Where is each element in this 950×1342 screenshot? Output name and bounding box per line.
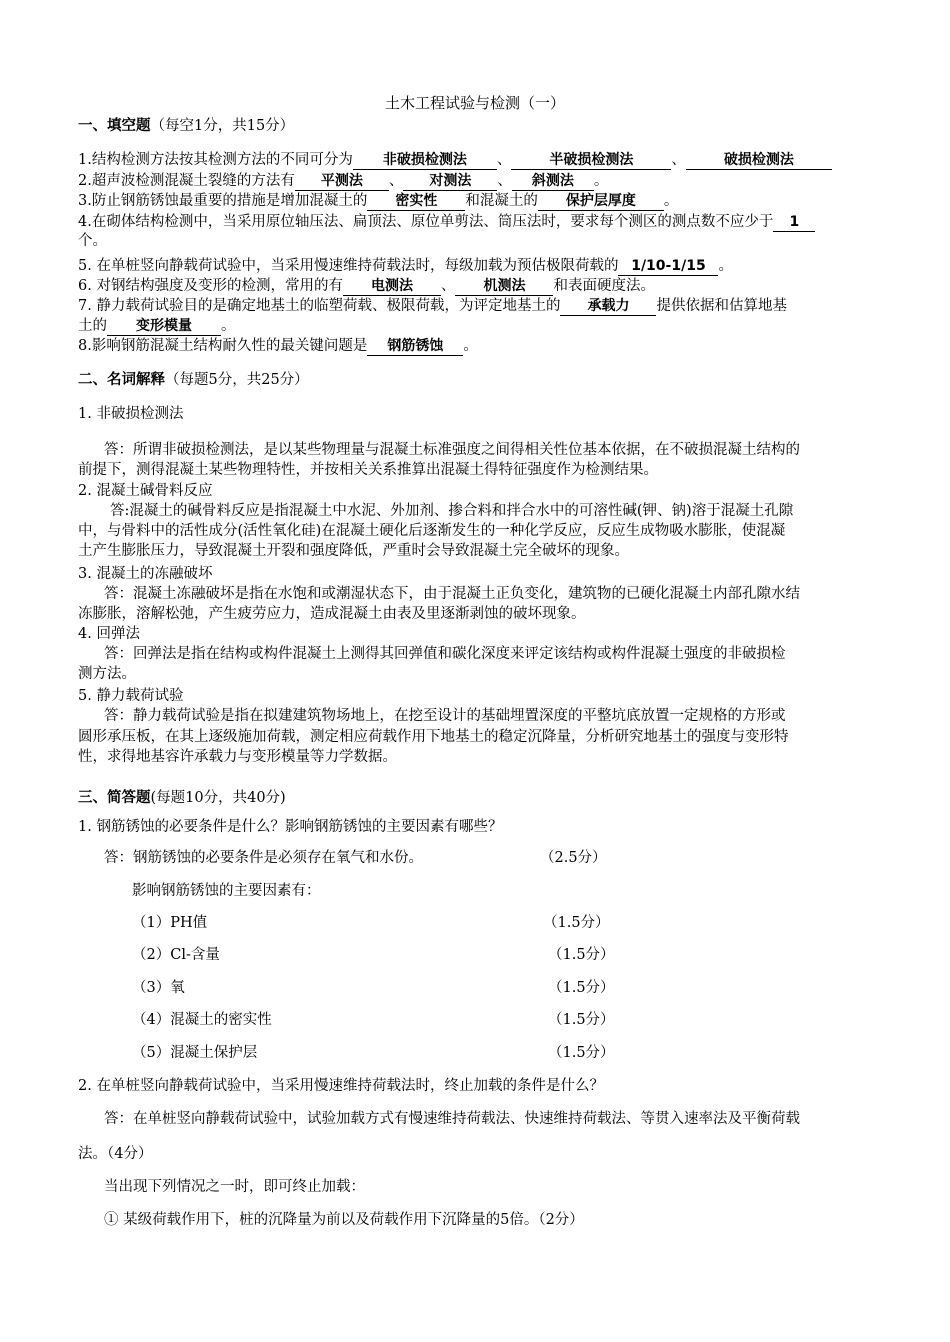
answer-blank: 电测法	[343, 277, 441, 296]
factors-intro: 影响钢筋锈蚀的主要因素有：	[132, 883, 321, 899]
question-text: 1.结构检测方法按其检测方法的不同可分为	[78, 152, 353, 168]
answer-blank: 斜测法	[512, 172, 594, 191]
section-heading-short	[78, 788, 286, 808]
question-text: 6. 对钢结构强度及变形的检测，常用的有	[78, 278, 343, 294]
term-2-answer: 答:混凝土的碱骨料反应是指混凝土中水泥、外加剂、掺合料和拌合水中的可溶性碱(钾、钠)溶于混凝土孔隙	[110, 503, 794, 519]
short-question-1: 1. 钢筋锈蚀的必要条件是什么？影响钢筋锈蚀的主要因素有哪些？	[78, 819, 503, 835]
separator: 、	[496, 152, 512, 168]
answer-blank: 对测法	[403, 172, 497, 191]
short-answer-2-cont: 当出现下列情况之一时，即可终止加载：	[104, 1179, 365, 1195]
section-points: （每题5分，共25分）	[165, 372, 309, 388]
question-text: 提供依据和估算地基	[656, 298, 787, 314]
fill-question-7	[78, 296, 787, 316]
punctuation: 。	[663, 193, 679, 209]
term-5-answer: 答：静力载荷试验是指在拟建建筑物场地上，在挖至设计的基础埋置深度的平整坑底放置一定规格的方形或	[104, 708, 786, 724]
answer-blank: 钢筋锈蚀	[367, 337, 463, 356]
punctuation: 。	[221, 318, 236, 334]
answer-blank: 非破损检测法	[353, 151, 497, 170]
short-question-2: 2. 在单桩竖向静载荷试验中，当采用慢速维持荷载法时，终止加载的条件是什么？	[78, 1078, 604, 1094]
term-5-title: 5. 静力载荷试验	[78, 688, 184, 704]
short-answer-2-cont: 法。（4分）	[78, 1146, 153, 1162]
fill-question-4-cont: 个。	[78, 233, 107, 249]
fill-question-1	[78, 150, 832, 170]
short-answer-2: 答：在单桩竖向静载荷试验中，试验加载方式有慢速维持荷载法、快速维持荷载法、等贯入速率法及平衡荷载	[104, 1111, 800, 1127]
factor-item: （2）Cl-含量	[132, 947, 220, 963]
term-1-answer: 答：所谓非破损检测法，是以某些物理量与混凝土标准强度之间得相关性位基本依据，在不破损混凝土结构的	[104, 442, 800, 458]
score: （1.5分）	[548, 947, 615, 963]
fill-question-3	[78, 191, 678, 211]
question-text: 8.影响钢筋混凝土结构耐久性的最关键问题是	[78, 338, 368, 354]
section-title: 一、填空题	[78, 117, 151, 134]
answer-blank: 保护层厚度	[538, 192, 664, 211]
punctuation: 。	[463, 338, 478, 354]
short-answer-2-item: ① 某级荷载作用下，桩的沉降量为前以及荷载作用下沉降量的5倍。（2分）	[104, 1212, 584, 1228]
section-points: (每题10分，共40分)	[150, 790, 286, 806]
score: （1.5分）	[548, 1045, 615, 1061]
term-3-answer: 答：混凝土冻融破坏是指在水饱和或潮湿状态下，由于混凝土正负变化，建筑物的已硬化混凝土内部孔隙水结	[104, 586, 800, 602]
term-5-answer-cont: 圆形承压板，在其上逐级施加荷载，测定相应荷载作用下地基土的稳定沉降量，分析研究地基土的强度与变形特	[78, 729, 789, 745]
short-answer-1: 答：钢筋锈蚀的必要条件是必须存在氧气和水份。	[104, 850, 423, 866]
answer-blank: 破损检测法	[686, 151, 832, 170]
question-text: 4.在砌体结构检测中，当采用原位轴压法、扁顶法、原位单剪法、筒压法时，要求每个测区的测点数不应少于	[78, 214, 774, 230]
question-text: 和混凝土的	[465, 193, 538, 209]
term-1-title: 1. 非破损检测法	[78, 406, 184, 422]
score: （1.5分）	[548, 980, 615, 996]
separator: 、	[440, 278, 456, 294]
punctuation: 。	[718, 258, 733, 274]
answer-blank: 机测法	[455, 277, 553, 296]
answer-blank: 半破损检测法	[511, 151, 671, 170]
fill-question-8	[78, 336, 478, 356]
answer-blank: 1	[773, 213, 815, 232]
term-4-title: 4. 回弹法	[78, 626, 140, 642]
term-5-answer-cont: 性，求得地基容许承载力与变形模量等力学数据。	[78, 749, 397, 765]
term-1-answer-cont: 前提下，测得混凝土某些物理特性，并按相关关系推算出混凝土得特征强度作为检测结果。	[78, 462, 658, 478]
section-title: 二、名词解释	[78, 371, 165, 388]
term-2-answer-cont: 中，与骨料中的活性成分(活性氧化硅)在混凝土硬化后逐渐发生的一种化学反应，反应生成物吸水膨胀，使混凝	[78, 523, 786, 539]
factor-item: （5）混凝土保护层	[132, 1045, 258, 1061]
answer-blank: 平测法	[295, 172, 389, 191]
answer-blank: 密实性	[367, 192, 465, 211]
term-4-answer-cont: 测方法。	[78, 666, 136, 682]
question-text: 2.超声波检测混凝土裂缝的方法有	[78, 173, 295, 189]
question-text: 7. 静力载荷试验目的是确定地基土的临塑荷载、极限荷载，为评定地基土的	[78, 298, 561, 314]
question-text: 土的	[78, 318, 107, 334]
separator: 、	[671, 152, 686, 168]
section-heading-fill	[78, 116, 294, 136]
fill-question-2	[78, 171, 608, 191]
separator: 、	[497, 173, 512, 189]
answer-blank: 变形模量	[107, 317, 221, 336]
score: （1.5分）	[543, 915, 610, 931]
term-2-title: 2. 混凝土碱骨料反应	[78, 483, 213, 499]
question-text: 3.防止钢筋锈蚀最重要的措施是增加混凝土的	[78, 193, 368, 209]
answer-blank: 1/10-1/15	[618, 257, 718, 276]
document-title: 土木工程试验与检测（一）	[384, 94, 565, 112]
term-3-answer-cont: 冻膨胀，溶解松弛，产生疲劳应力，造成混凝土由表及里逐渐剥蚀的破坏现象。	[78, 606, 586, 622]
factor-item: （1）PH值	[132, 915, 208, 931]
answer-blank: 承载力	[560, 297, 656, 316]
section-points: （每空1分，共15分）	[150, 118, 295, 134]
punctuation: 。	[593, 173, 609, 189]
question-text: 和表面硬度法。	[553, 278, 655, 294]
section-heading-terms	[78, 370, 309, 390]
score: （1.5分）	[548, 1012, 615, 1028]
factor-item: （3）氧	[132, 980, 185, 996]
separator: 、	[388, 173, 404, 189]
section-title: 三、简答题	[78, 789, 151, 806]
fill-question-6	[78, 276, 655, 296]
fill-question-5	[78, 256, 733, 276]
term-4-answer: 答：回弹法是指在结构或构件混凝土上测得其回弹值和碳化深度来评定该结构或构件混凝土强度的非破损检	[104, 646, 786, 662]
term-3-title: 3. 混凝土的冻融破坏	[78, 566, 213, 582]
fill-question-7-cont	[78, 316, 236, 336]
term-2-answer-cont: 土产生膨胀压力，导致混凝土开裂和强度降低，严重时会导致混凝土完全破坏的现象。	[78, 543, 629, 559]
score: （2.5分）	[540, 850, 607, 866]
factor-item: （4）混凝土的密实性	[132, 1012, 272, 1028]
question-text: 5. 在单桩竖向静载荷试验中，当采用慢速维持荷载法时，每级加载为预估极限荷载的	[78, 258, 619, 274]
fill-question-4	[78, 212, 815, 232]
